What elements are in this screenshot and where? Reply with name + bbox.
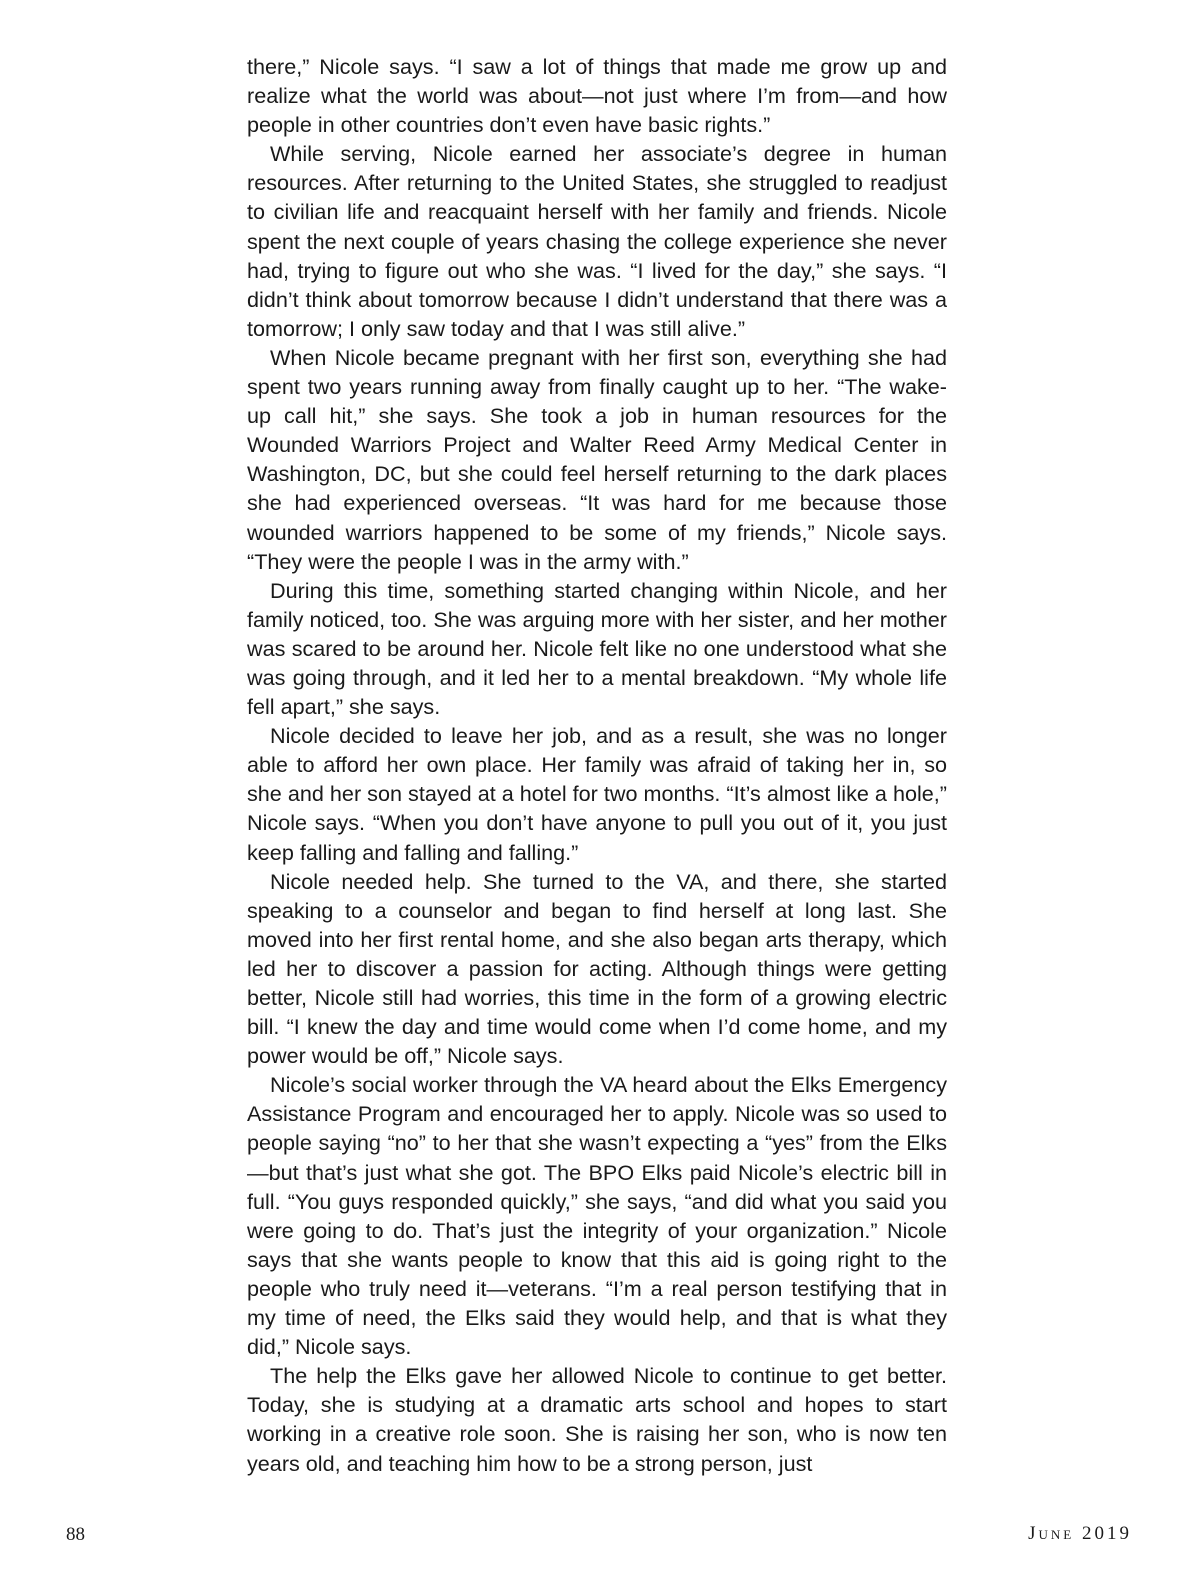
paragraph-2: While serving, Nicole earned her associate’s degree in human resources. After returning to the United States, she struggled to readjust to civilian life and reacquaint herself with her family and friends. Nicole spent the next couple of years chasing the college experience she never had, trying to figure out who she was. “I lived for the day,” she says. “I didn’t think about tomorrow because I didn’t understand that there was a tomorrow; I only saw today and that I was still alive.”: [247, 141, 947, 341]
paragraph-3: When Nicole became pregnant with her first son, everything she had spent two years running away from finally caught up to her. “The wake-up call hit,” she says. She took a job in human resources for the Wounded Warriors Project and Walter Reed Army Medical Center in Washington, DC, but she could feel herself returning to the dark places she had experienced overseas. “It was hard for me because those wounded warriors happened to be some of my friends,” Nicole says. “They were the people I was in the army with.”: [247, 344, 947, 574]
paragraph-8: The help the Elks gave her allowed Nicole to continue to get better. Today, she is studying at a dramatic arts school and hopes to start working in a creative role soon. She is raising her son, who is now ten years old, and teaching him how to be a strong person, just: [247, 1363, 947, 1476]
paragraph-6: Nicole needed help. She turned to the VA, and there, she started speaking to a counselor and began to find herself at long last. She moved into her first rental home, and she also began arts therapy, which led her to discover a passion for acting. Although things were getting better, Nicole still had worries, this time in the form of a growing electric bill. “I knew the day and time would come when I’d come home, and my power would be off,” Nicole says.: [247, 868, 947, 1069]
paragraph-5: Nicole decided to leave her job, and as a result, she was no longer able to afford her own place. Her family was afraid of taking her in, so she and her son stayed at a hotel for two months. “It’s almost like a hole,” Nicole says. “When you don’t have anyone to pull you out of it, you just keep falling and falling and falling.”: [247, 723, 947, 865]
paragraph-4: During this time, something started changing within Nicole, and her family noticed, too. She was arguing more with her sister, and her mother was scared to be around her. Nicole felt like no one understood what she was going through, and it led her to a mental breakdown. “My whole life fell apart,” she says.: [247, 577, 947, 720]
page-number: 88: [66, 1524, 85, 1545]
article-body: [247, 52, 947, 1478]
paragraph-1: there,” Nicole says. “I saw a lot of things that made me grow up and realize what the world was about—not just where I’m from—and how people in other countries don’t even have basic rights.”: [247, 54, 947, 138]
issue-date: June 2019: [1028, 1523, 1132, 1544]
paragraph-7: Nicole’s social worker through the VA heard about the Elks Emergency Assistance Program and encouraged her to apply. Nicole was so used to people saying “no” to her that she wasn’t expecting a “yes” from the Elks—but that’s just what she got. The BPO Elks paid Nicole’s electric bill in full. “You guys responded quickly,” she says, “and did what you said you were going to do. That’s just the integrity of your organization.” Nicole says that she wants people to know that this aid is going right to the people who truly need it—veterans. “I’m a real person testifying that in my time of need, the Elks said they would help, and that is what they did,” Nicole says.: [247, 1072, 947, 1360]
